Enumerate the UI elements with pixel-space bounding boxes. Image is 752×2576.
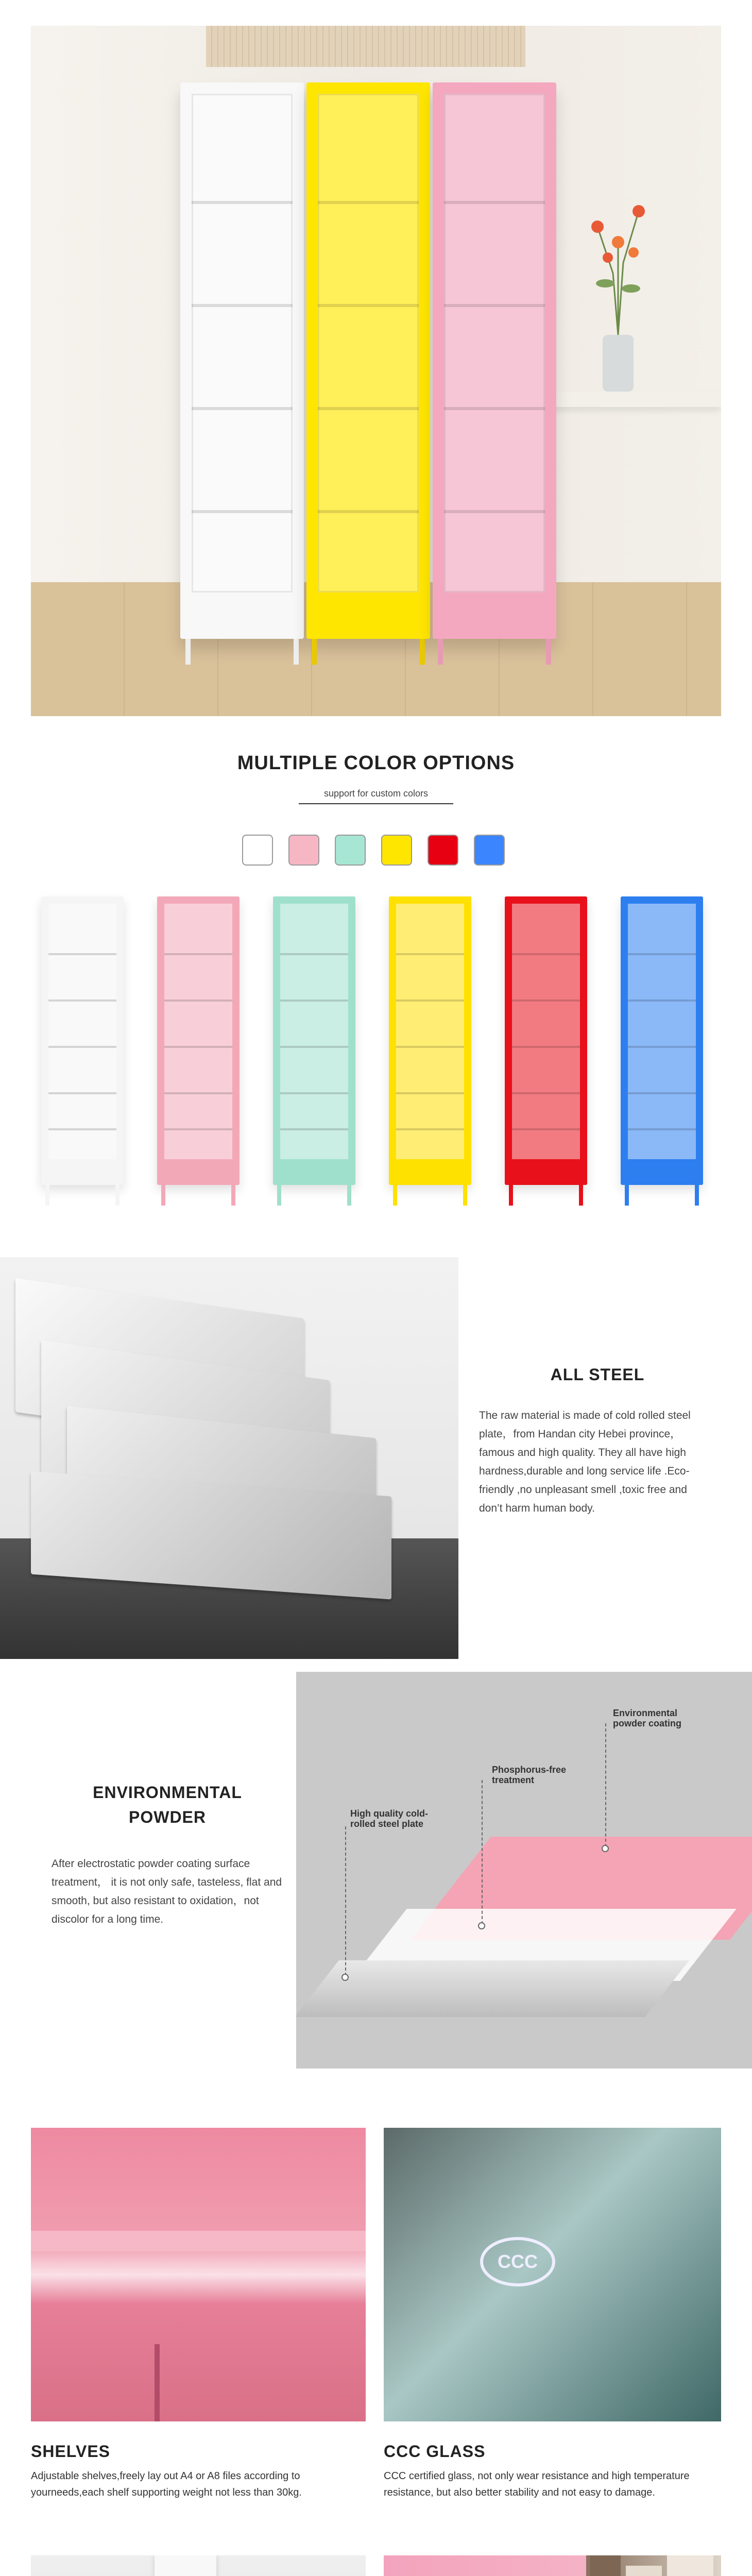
cabinet-leg <box>420 639 425 665</box>
cabinet-leg <box>695 1185 699 1206</box>
hero-side-shelf <box>536 392 721 407</box>
cabinet-shelf <box>280 953 348 955</box>
cabinet-yellow <box>389 896 471 1185</box>
swatch-red[interactable] <box>428 835 458 866</box>
cabinet-shelf <box>164 1046 232 1048</box>
cabinet-shelf <box>444 510 545 513</box>
cabinet-shelf <box>628 1128 696 1130</box>
cabinet-shelf <box>48 1092 116 1094</box>
cabinet-leg <box>579 1185 583 1206</box>
cabinet-leg <box>277 1185 281 1206</box>
color-cabinets-row <box>41 896 711 1206</box>
swatch-white[interactable] <box>242 835 273 866</box>
cabinet-shelf <box>512 1092 580 1094</box>
color-options-section <box>0 732 752 1226</box>
cabinet-shelf <box>512 1128 580 1130</box>
shelf-bracket <box>155 2344 160 2421</box>
swatch-pink[interactable] <box>288 835 319 866</box>
cabinet-leg <box>231 1185 235 1206</box>
cabinet-leg <box>294 639 299 665</box>
cabinet-shelf <box>48 999 116 1002</box>
cabinet-shelf <box>628 1092 696 1094</box>
cabinet-pink <box>157 896 240 1185</box>
steel-sheets-image <box>0 1257 458 1659</box>
cabinet-glass <box>396 904 464 1159</box>
book-spine <box>667 2555 713 2576</box>
all-steel-section <box>0 1247 752 1669</box>
feature-shelves <box>31 2128 366 2540</box>
shelves-description: Adjustable shelves,freely lay out A4 or A8 files according to yourneeds,each shelf supporting weight not less than 30kg. <box>31 2470 302 2498</box>
phosphorus-leader-line <box>482 1780 483 1924</box>
cabinet-shelf <box>628 1046 696 1048</box>
color-options-title: MULTIPLE COLOR OPTIONS <box>237 752 515 774</box>
cabinet-shelf <box>192 407 293 410</box>
cabinet-leg <box>115 1185 119 1206</box>
all-steel-title: ALL STEEL <box>550 1365 645 1384</box>
cabinet-shelf <box>48 1046 116 1048</box>
cabinet-red <box>505 896 587 1185</box>
cabinet-leg <box>45 1185 49 1206</box>
cabinet-shelf <box>512 953 580 955</box>
cabinet-glass <box>192 94 293 592</box>
swatch-yellow[interactable] <box>381 835 412 866</box>
ccc-glass-title: CCC GLASS <box>384 2442 486 2461</box>
cabinet-shelf <box>396 953 464 955</box>
cabinet-glass <box>318 94 419 592</box>
cabinet-shelf <box>628 953 696 955</box>
cabinet-shelf <box>396 999 464 1002</box>
cabinet-leg <box>625 1185 629 1206</box>
coating-leader-line <box>605 1723 606 1847</box>
cabinet-shelf <box>192 304 293 307</box>
shelves-title: SHELVES <box>31 2442 110 2461</box>
layer-steel-plate <box>296 1960 689 2017</box>
cabinet-glass <box>48 904 116 1159</box>
cabinet-shelf <box>444 304 545 307</box>
shelves-image <box>31 2128 366 2421</box>
color-options-subtitle: support for custom colors <box>299 788 453 804</box>
powder-title <box>62 1780 273 1829</box>
ccc-logo-icon <box>476 2231 559 2293</box>
steel-leader-line <box>345 1826 346 1976</box>
hero-cabinet-yellow <box>306 82 430 639</box>
label-steel: High quality cold-rolled steel plate <box>350 1808 428 1829</box>
cabinet-shelf <box>192 510 293 513</box>
cabinet-shelf <box>280 1128 348 1130</box>
book-spine <box>590 2555 621 2576</box>
cabinet-blue <box>621 896 703 1185</box>
cabinet-shelf <box>280 999 348 1002</box>
coating-marker <box>602 1845 609 1852</box>
hero-cabinet-white <box>180 82 304 639</box>
shelf-board <box>31 2231 366 2251</box>
cabinet-shelf <box>280 1092 348 1094</box>
cabinet-leg <box>185 639 191 665</box>
stand-leg-image <box>31 2555 366 2576</box>
label-phosphorus: Phosphorus-free treatment <box>492 1765 567 1785</box>
cabinet-leg <box>393 1185 397 1206</box>
cabinet-shelf <box>396 1092 464 1094</box>
svg-text:CCC: CCC <box>498 2251 538 2272</box>
cabinet-leg <box>438 639 443 665</box>
cabinet-shelf <box>318 201 419 204</box>
hero-cabinet-pink <box>433 82 556 639</box>
cabinet-glass <box>628 904 696 1159</box>
color-swatch-row <box>242 835 510 866</box>
swatch-blue[interactable] <box>474 835 505 866</box>
cabinet-shelf <box>164 1128 232 1130</box>
environmental-powder-section <box>0 1669 752 2081</box>
hero-image <box>31 26 721 716</box>
cabinet-shelf <box>512 999 580 1002</box>
cabinet-leg <box>463 1185 467 1206</box>
cabinet-glass <box>164 904 232 1159</box>
cabinet-shelf <box>628 999 696 1002</box>
feature-ccc-glass <box>384 2128 721 2540</box>
cabinet-glass <box>444 94 545 592</box>
cabinet-shelf <box>280 1046 348 1048</box>
glass-image <box>384 2128 721 2421</box>
cabinet-shelf <box>444 201 545 204</box>
powder-title-line1: ENVIRONMENTAL <box>93 1783 242 1802</box>
book-spine <box>626 2566 662 2576</box>
cabinet-leg <box>347 1185 351 1206</box>
steel-marker <box>341 1974 349 1981</box>
powder-title-line2: POWDER <box>129 1808 206 1826</box>
all-steel-description: The raw material is made of cold rolled steel plate，from Handan city Hebei province，famous and high quality. They all have high hardness,durable and long service life .Eco-friendly ,no unpleasant smell ,toxic free and don’t harm human body. <box>479 1410 691 1514</box>
cabinet-leg <box>161 1185 165 1206</box>
cabinet-glass <box>280 904 348 1159</box>
cabinet-leg <box>312 639 317 665</box>
label-coating: Environmental powder coating <box>613 1708 682 1728</box>
cabinet-shelf <box>192 201 293 204</box>
cabinet-shelf <box>318 407 419 410</box>
cabinet-shelf <box>318 304 419 307</box>
phosphorus-marker <box>478 1922 485 1929</box>
cabinet-shelf <box>164 953 232 955</box>
cabinet-shelf <box>164 1092 232 1094</box>
cabinet-shelf <box>48 953 116 955</box>
cabinet-shelf <box>396 1046 464 1048</box>
ccc-glass-description: CCC certified glass, not only wear resistance and high temperature resistance, but also better stability and not easy to damage. <box>384 2470 690 2498</box>
hero-section <box>0 0 752 716</box>
cabinet-shelf <box>164 999 232 1002</box>
cabinet-shelf <box>512 1046 580 1048</box>
powder-description: After electrostatic powder coating surface treatment， it is not only safe, tasteless, flat and smooth, but also resistant to oxidation，not discolor for a long time. <box>52 1858 282 1925</box>
feature-handle <box>384 2555 721 2576</box>
cabinet-leg <box>546 639 551 665</box>
cabinet-shelf <box>444 407 545 410</box>
cabinet-shelf <box>318 510 419 513</box>
handle-image <box>384 2555 721 2576</box>
leg-post <box>155 2555 216 2576</box>
cabinet-leg <box>509 1185 513 1206</box>
vase-plant-image <box>577 180 659 392</box>
hero-wood-panel <box>206 26 525 67</box>
swatch-mint[interactable] <box>335 835 366 866</box>
feature-stand-leg <box>31 2555 366 2576</box>
cabinet-glass <box>512 904 580 1159</box>
cabinet-shelf <box>48 1128 116 1130</box>
powder-layers-image <box>296 1672 752 2069</box>
cabinet-shelf <box>396 1128 464 1130</box>
cabinet-mint <box>273 896 355 1185</box>
cabinet-white <box>41 896 124 1185</box>
